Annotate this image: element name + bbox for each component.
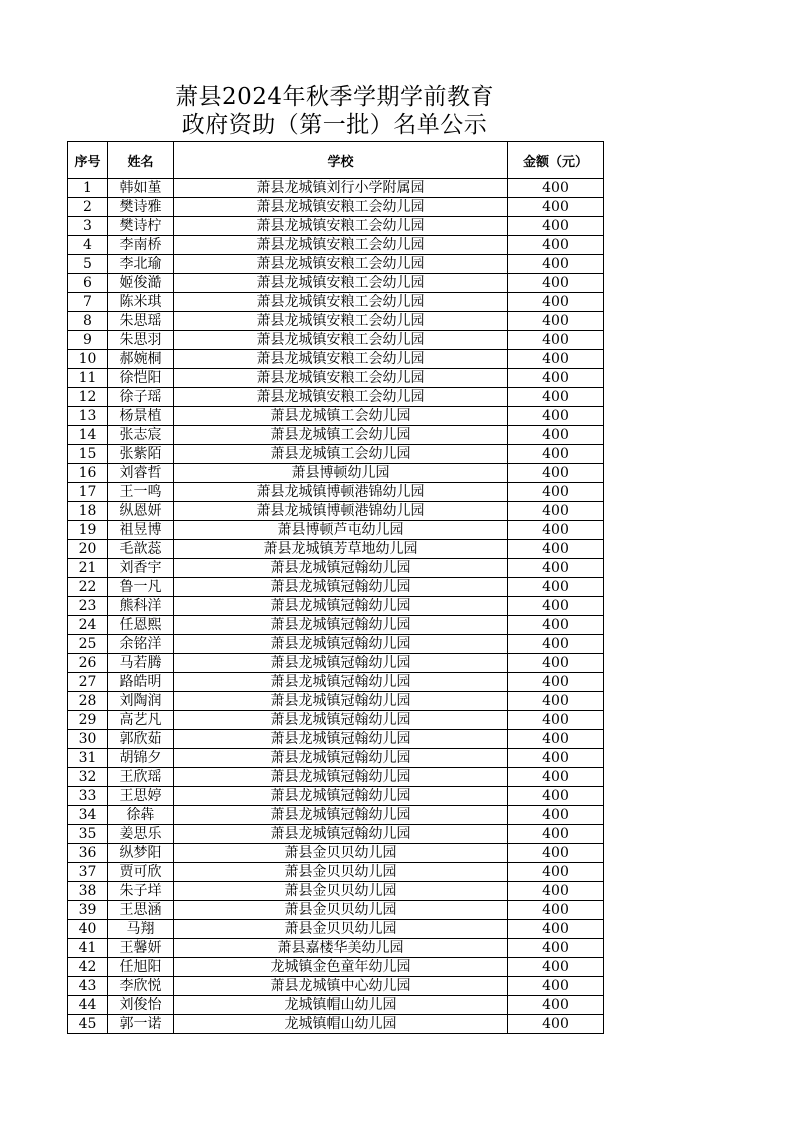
table-row [68, 825, 604, 844]
cell-amount: 400 [508, 616, 604, 635]
table-row [68, 996, 604, 1015]
cell-amount: 400 [508, 369, 604, 388]
cell-name: 郭欣茹 [108, 730, 174, 749]
cell-name: 樊诗雅 [108, 198, 174, 217]
cell-no: 7 [68, 293, 108, 312]
cell-name: 马若腾 [108, 654, 174, 673]
cell-school: 萧县龙城镇博顿港锦幼儿园 [174, 483, 508, 502]
cell-school: 萧县金贝贝幼儿园 [174, 920, 508, 939]
cell-school: 萧县龙城镇冠翰幼儿园 [174, 806, 508, 825]
cell-amount: 400 [508, 293, 604, 312]
cell-no: 25 [68, 635, 108, 654]
cell-school: 萧县龙城镇冠翰幼儿园 [174, 730, 508, 749]
cell-school: 萧县龙城镇冠翰幼儿园 [174, 825, 508, 844]
cell-name: 张志宸 [108, 426, 174, 445]
table-row [68, 787, 604, 806]
cell-school: 萧县龙城镇冠翰幼儿园 [174, 578, 508, 597]
table-row [68, 236, 604, 255]
cell-school: 龙城镇金色童年幼儿园 [174, 958, 508, 977]
cell-school: 萧县龙城镇安粮工会幼儿园 [174, 255, 508, 274]
cell-no: 29 [68, 711, 108, 730]
table-row [68, 654, 604, 673]
cell-no: 4 [68, 236, 108, 255]
table-row [68, 920, 604, 939]
cell-amount: 400 [508, 749, 604, 768]
cell-amount: 400 [508, 673, 604, 692]
table-row [68, 502, 604, 521]
cell-amount: 400 [508, 331, 604, 350]
table-row [68, 806, 604, 825]
cell-amount: 400 [508, 445, 604, 464]
cell-school: 萧县龙城镇冠翰幼儿园 [174, 749, 508, 768]
cell-amount: 400 [508, 730, 604, 749]
cell-name: 熊科洋 [108, 597, 174, 616]
cell-no: 31 [68, 749, 108, 768]
cell-name: 朱思羽 [108, 331, 174, 350]
header-name: 姓名 [108, 142, 174, 179]
cell-no: 12 [68, 388, 108, 407]
cell-no: 43 [68, 977, 108, 996]
table-row [68, 901, 604, 920]
cell-amount: 400 [508, 179, 604, 198]
cell-name: 李南桥 [108, 236, 174, 255]
cell-school: 萧县金贝贝幼儿园 [174, 901, 508, 920]
cell-name: 王馨妍 [108, 939, 174, 958]
cell-amount: 400 [508, 939, 604, 958]
cell-no: 45 [68, 1015, 108, 1034]
subsidy-roster-table [67, 141, 604, 1034]
cell-name: 刘陶润 [108, 692, 174, 711]
cell-amount: 400 [508, 901, 604, 920]
cell-school: 萧县博顿幼儿园 [174, 464, 508, 483]
table-row [68, 958, 604, 977]
cell-name: 祖昱博 [108, 521, 174, 540]
cell-no: 32 [68, 768, 108, 787]
document-title-line-1: 萧县2024年秋季学期学前教育 [174, 84, 495, 110]
table-row [68, 1015, 604, 1034]
cell-name: 纵恩妍 [108, 502, 174, 521]
cell-amount: 400 [508, 502, 604, 521]
table-row [68, 331, 604, 350]
cell-amount: 400 [508, 635, 604, 654]
cell-amount: 400 [508, 768, 604, 787]
cell-name: 任恩熙 [108, 616, 174, 635]
cell-amount: 400 [508, 825, 604, 844]
table-row [68, 711, 604, 730]
table-row [68, 388, 604, 407]
cell-name: 李欣悦 [108, 977, 174, 996]
table-row [68, 597, 604, 616]
cell-no: 3 [68, 217, 108, 236]
cell-name: 王思婷 [108, 787, 174, 806]
cell-name: 贾可欣 [108, 863, 174, 882]
cell-name: 朱子垟 [108, 882, 174, 901]
cell-no: 13 [68, 407, 108, 426]
cell-school: 萧县龙城镇工会幼儿园 [174, 407, 508, 426]
cell-amount: 400 [508, 806, 604, 825]
cell-school: 萧县龙城镇刘行小学附属园 [174, 179, 508, 198]
cell-amount: 400 [508, 996, 604, 1015]
cell-school: 萧县龙城镇安粮工会幼儿园 [174, 274, 508, 293]
cell-no: 10 [68, 350, 108, 369]
cell-no: 39 [68, 901, 108, 920]
cell-name: 王欣瑶 [108, 768, 174, 787]
cell-no: 23 [68, 597, 108, 616]
cell-no: 16 [68, 464, 108, 483]
cell-amount: 400 [508, 426, 604, 445]
cell-no: 38 [68, 882, 108, 901]
table-row [68, 768, 604, 787]
cell-no: 40 [68, 920, 108, 939]
cell-school: 萧县龙城镇工会幼儿园 [174, 426, 508, 445]
cell-name: 徐子瑶 [108, 388, 174, 407]
table-row [68, 464, 604, 483]
header-no: 序号 [68, 142, 108, 179]
cell-name: 马翔 [108, 920, 174, 939]
cell-no: 9 [68, 331, 108, 350]
table-row [68, 274, 604, 293]
table-row [68, 426, 604, 445]
table-row [68, 863, 604, 882]
table-row [68, 977, 604, 996]
cell-school: 萧县龙城镇安粮工会幼儿园 [174, 312, 508, 331]
cell-name: 郝婉桐 [108, 350, 174, 369]
cell-name: 徐犇 [108, 806, 174, 825]
cell-no: 44 [68, 996, 108, 1015]
cell-name: 樊诗柠 [108, 217, 174, 236]
cell-no: 42 [68, 958, 108, 977]
cell-school: 萧县龙城镇冠翰幼儿园 [174, 711, 508, 730]
cell-amount: 400 [508, 711, 604, 730]
cell-amount: 400 [508, 844, 604, 863]
cell-name: 郭一诺 [108, 1015, 174, 1034]
cell-no: 36 [68, 844, 108, 863]
cell-amount: 400 [508, 597, 604, 616]
cell-no: 5 [68, 255, 108, 274]
table-row [68, 692, 604, 711]
cell-no: 22 [68, 578, 108, 597]
table-row [68, 483, 604, 502]
table-row [68, 369, 604, 388]
cell-amount: 400 [508, 236, 604, 255]
cell-amount: 400 [508, 1015, 604, 1034]
cell-name: 毛歆蕊 [108, 540, 174, 559]
cell-name: 陈米琪 [108, 293, 174, 312]
cell-no: 2 [68, 198, 108, 217]
table-row [68, 217, 604, 236]
cell-name: 高艺凡 [108, 711, 174, 730]
cell-school: 萧县龙城镇冠翰幼儿园 [174, 559, 508, 578]
cell-name: 张紫陌 [108, 445, 174, 464]
cell-amount: 400 [508, 559, 604, 578]
cell-name: 朱思瑶 [108, 312, 174, 331]
cell-no: 18 [68, 502, 108, 521]
cell-amount: 400 [508, 787, 604, 806]
cell-amount: 400 [508, 578, 604, 597]
cell-school: 萧县龙城镇安粮工会幼儿园 [174, 293, 508, 312]
cell-school: 萧县龙城镇冠翰幼儿园 [174, 635, 508, 654]
cell-no: 33 [68, 787, 108, 806]
cell-name: 余铭洋 [108, 635, 174, 654]
table-row [68, 407, 604, 426]
cell-no: 17 [68, 483, 108, 502]
cell-amount: 400 [508, 407, 604, 426]
cell-name: 韩如堇 [108, 179, 174, 198]
cell-school: 萧县龙城镇冠翰幼儿园 [174, 673, 508, 692]
cell-name: 刘睿哲 [108, 464, 174, 483]
cell-amount: 400 [508, 198, 604, 217]
table-row [68, 578, 604, 597]
cell-amount: 400 [508, 483, 604, 502]
table-row [68, 293, 604, 312]
table-row [68, 635, 604, 654]
table-row [68, 445, 604, 464]
cell-school: 萧县龙城镇冠翰幼儿园 [174, 768, 508, 787]
cell-amount: 400 [508, 692, 604, 711]
cell-no: 21 [68, 559, 108, 578]
cell-no: 11 [68, 369, 108, 388]
cell-school: 萧县龙城镇冠翰幼儿园 [174, 597, 508, 616]
cell-no: 14 [68, 426, 108, 445]
cell-school: 龙城镇帽山幼儿园 [174, 1015, 508, 1034]
table-row [68, 616, 604, 635]
cell-name: 李北瑜 [108, 255, 174, 274]
table-row [68, 730, 604, 749]
cell-school: 萧县金贝贝幼儿园 [174, 863, 508, 882]
cell-name: 刘香宇 [108, 559, 174, 578]
cell-amount: 400 [508, 540, 604, 559]
cell-name: 胡锦夕 [108, 749, 174, 768]
cell-no: 6 [68, 274, 108, 293]
header-amount: 金额（元） [508, 142, 604, 179]
cell-name: 徐恺阳 [108, 369, 174, 388]
cell-amount: 400 [508, 977, 604, 996]
cell-school: 萧县嘉楼华美幼儿园 [174, 939, 508, 958]
table-row [68, 198, 604, 217]
cell-school: 萧县龙城镇博顿港锦幼儿园 [174, 502, 508, 521]
cell-amount: 400 [508, 388, 604, 407]
cell-school: 萧县博顿芦屯幼儿园 [174, 521, 508, 540]
cell-name: 任旭阳 [108, 958, 174, 977]
cell-name: 纵梦阳 [108, 844, 174, 863]
cell-no: 28 [68, 692, 108, 711]
cell-amount: 400 [508, 882, 604, 901]
cell-no: 35 [68, 825, 108, 844]
cell-school: 萧县龙城镇工会幼儿园 [174, 445, 508, 464]
cell-school: 萧县龙城镇冠翰幼儿园 [174, 654, 508, 673]
table-row [68, 312, 604, 331]
header-school: 学校 [174, 142, 508, 179]
cell-no: 24 [68, 616, 108, 635]
cell-name: 王思涵 [108, 901, 174, 920]
table-row [68, 844, 604, 863]
cell-name: 刘俊怡 [108, 996, 174, 1015]
cell-amount: 400 [508, 920, 604, 939]
cell-no: 34 [68, 806, 108, 825]
table-row [68, 559, 604, 578]
cell-no: 37 [68, 863, 108, 882]
cell-no: 19 [68, 521, 108, 540]
cell-name: 杨景植 [108, 407, 174, 426]
cell-school: 萧县龙城镇冠翰幼儿园 [174, 692, 508, 711]
cell-no: 30 [68, 730, 108, 749]
cell-amount: 400 [508, 654, 604, 673]
cell-amount: 400 [508, 863, 604, 882]
cell-name: 姜思乐 [108, 825, 174, 844]
cell-name: 路皓明 [108, 673, 174, 692]
cell-no: 1 [68, 179, 108, 198]
cell-school: 萧县龙城镇安粮工会幼儿园 [174, 198, 508, 217]
cell-school: 萧县龙城镇安粮工会幼儿园 [174, 369, 508, 388]
cell-amount: 400 [508, 255, 604, 274]
cell-school: 萧县龙城镇安粮工会幼儿园 [174, 217, 508, 236]
cell-amount: 400 [508, 217, 604, 236]
cell-amount: 400 [508, 464, 604, 483]
cell-school: 萧县龙城镇安粮工会幼儿园 [174, 331, 508, 350]
cell-no: 41 [68, 939, 108, 958]
table-row [68, 882, 604, 901]
cell-amount: 400 [508, 312, 604, 331]
header-row [68, 142, 604, 179]
cell-school: 萧县龙城镇安粮工会幼儿园 [174, 350, 508, 369]
roster-body [68, 179, 604, 1034]
cell-no: 26 [68, 654, 108, 673]
table-row [68, 673, 604, 692]
cell-school: 萧县龙城镇安粮工会幼儿园 [174, 388, 508, 407]
table-row [68, 350, 604, 369]
cell-school: 萧县龙城镇冠翰幼儿园 [174, 787, 508, 806]
table-row [68, 521, 604, 540]
cell-school: 萧县龙城镇芳草地幼儿园 [174, 540, 508, 559]
cell-school: 萧县龙城镇中心幼儿园 [174, 977, 508, 996]
cell-no: 8 [68, 312, 108, 331]
cell-name: 王一鸣 [108, 483, 174, 502]
cell-amount: 400 [508, 350, 604, 369]
cell-no: 15 [68, 445, 108, 464]
cell-amount: 400 [508, 521, 604, 540]
cell-amount: 400 [508, 958, 604, 977]
cell-school: 萧县龙城镇冠翰幼儿园 [174, 616, 508, 635]
cell-name: 姬俊澔 [108, 274, 174, 293]
cell-school: 萧县金贝贝幼儿园 [174, 844, 508, 863]
document-title-line-2: 政府资助（第一批）名单公示 [181, 112, 488, 138]
cell-name: 鲁一凡 [108, 578, 174, 597]
cell-amount: 400 [508, 274, 604, 293]
cell-no: 20 [68, 540, 108, 559]
cell-school: 龙城镇帽山幼儿园 [174, 996, 508, 1015]
cell-school: 萧县金贝贝幼儿园 [174, 882, 508, 901]
table-row [68, 939, 604, 958]
cell-school: 萧县龙城镇安粮工会幼儿园 [174, 236, 508, 255]
table-row [68, 255, 604, 274]
table-row [68, 179, 604, 198]
cell-no: 27 [68, 673, 108, 692]
table-row [68, 749, 604, 768]
table-row [68, 540, 604, 559]
